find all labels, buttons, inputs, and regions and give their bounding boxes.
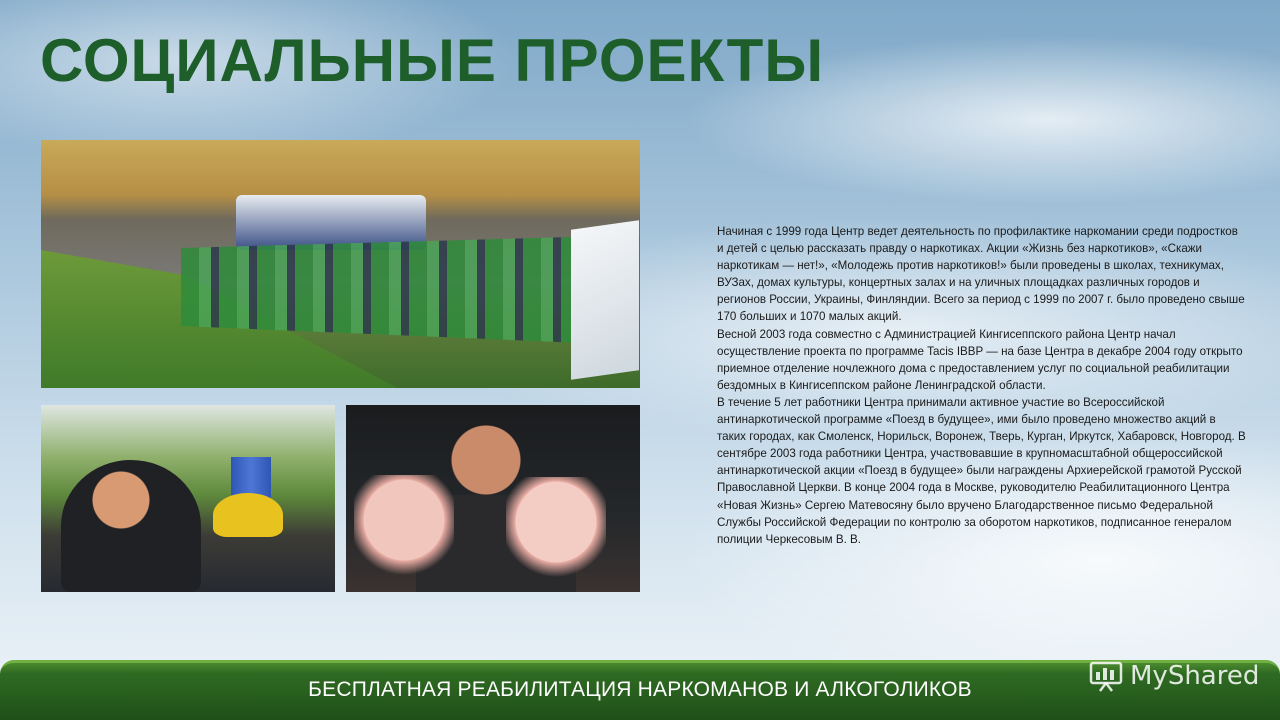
worker-shape	[61, 460, 201, 592]
presentation-icon	[1088, 659, 1124, 693]
paragraph-shelter: Весной 2003 года совместно с Администрацией Кингисеппского района Центр начал осуществление проекта по программе Tacis IBBP — на базе Центра в декабре 2004 году открыто приемное отделение ночлежного дома с предоставлением услуг по социальной реабилитации бездомных в Кингисеппском районе Ленинградской области.	[717, 327, 1243, 392]
bus-shape	[236, 195, 426, 250]
workers-photo	[41, 405, 335, 592]
paragraph-train-to-future: В течение 5 лет работники Центра принимали активное участие во Всероссийской антинаркотической программе «Поезд в будущее», ими было проведено множество акций в таких городах, как Смоленск, Норильск, Воронеж, Тверь, Курган, Иркутск, Хабаровск, Новгород. В сентябре 2003 года работники Центра, участвовавшие в крупномасштабной общероссийской антинаркотической акции «Поезд в будущее» были награждены Архиерейской грамотой Русской Православной Церкви. В конце 2004 года в Москве, руководителю Реабилитационного Центра «Новая Жизнь» Сергею Матевосяну было вручено Благодарственное письмо Федеральной Службы Российской Федерации по контролю за оборотом наркотиков, подписанное генералом полиции Черкесовым В. В.	[717, 395, 1246, 546]
slide-title: СОЦИАЛЬНЫЕ ПРОЕКТЫ	[40, 27, 825, 94]
piglet-right-shape	[506, 477, 606, 592]
flag-shape	[571, 220, 639, 380]
street-march-photo	[41, 140, 640, 388]
piglet-left-shape	[354, 475, 454, 592]
watermark-text: MyShared	[1130, 661, 1260, 691]
paragraph-prevention: Начиная с 1999 года Центр ведет деятельность по профилактике наркомании среди подростков и детей с целью рассказать правду о наркотиках. Акции «Жизнь без наркотиков», «Скажи наркотикам — нет!», «Молодежь против наркотиков!» были проведены в школах, техникумах, ВУЗах, домах культуры, концертных залах и на уличных площадках различных городов и регионов России, Украины, Финляндии. Всего за период с 1999 по 2007 г. было проведено свыше 170 больших и 1070 малых акций.	[717, 225, 1245, 324]
footer-text: БЕСПЛАТНАЯ РЕАБИЛИТАЦИЯ НАРКОМАНОВ И АЛКОГОЛИКОВ	[308, 678, 972, 701]
helmet-shape	[213, 493, 283, 537]
man-with-piglets-photo	[346, 405, 640, 592]
myshared-watermark	[1088, 658, 1259, 694]
body-text	[717, 223, 1247, 548]
